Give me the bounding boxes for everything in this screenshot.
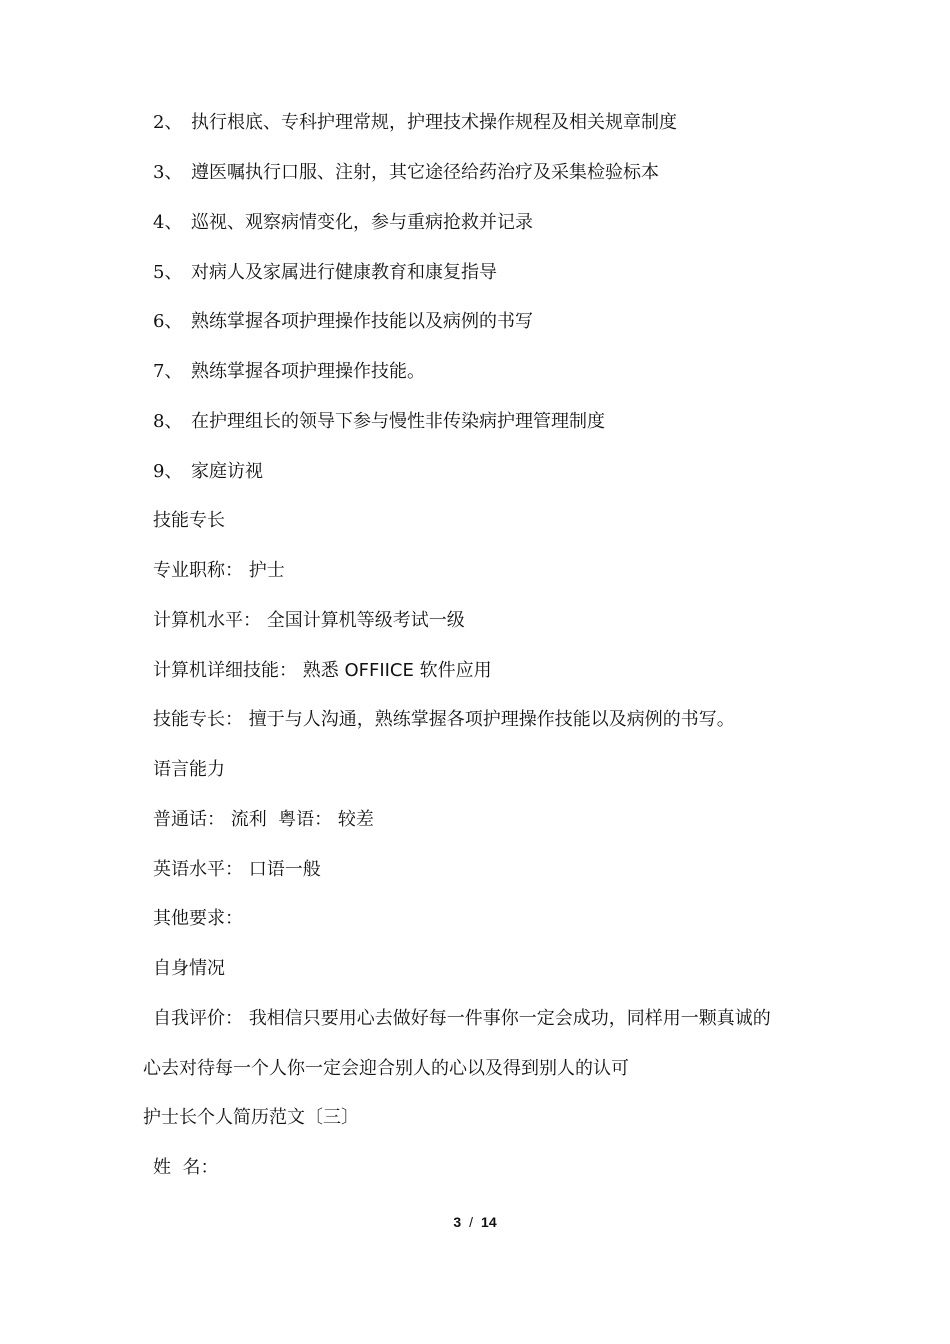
duty-number: 8、 [153, 411, 183, 432]
professional-title: 专业职称： 护士 [153, 560, 285, 581]
duty-number: 7、 [153, 361, 183, 382]
duty-item [153, 360, 425, 384]
duty-item [153, 211, 533, 235]
self-heading: 自身情况 [153, 958, 225, 979]
duty-text: 熟练掌握各项护理操作技能以及病例的书写 [191, 311, 533, 332]
duty-text: 熟练掌握各项护理操作技能。 [191, 361, 425, 382]
duty-number: 3、 [153, 162, 183, 183]
computer-level: 计算机水平： 全国计算机等级考试一级 [153, 610, 465, 631]
mandarin-cantonese: 普通话： 流利 粤语： 较差 [153, 809, 374, 830]
page-separator: / [469, 1214, 474, 1230]
duty-item [153, 310, 533, 334]
duty-text: 遵医嘱执行口服、注射，其它途径给药治疗及采集检验标本 [191, 162, 659, 183]
duty-number: 2、 [153, 112, 183, 133]
other-requirements: 其他要求： [153, 908, 243, 929]
english-level: 英语水平： 口语一般 [153, 859, 321, 880]
computer-detail: 计算机详细技能： 熟悉 OFFIICE 软件应用 [153, 660, 492, 681]
total-pages: 14 [481, 1214, 497, 1230]
section-title: 护士长个人简历范文〔三〕 [143, 1107, 359, 1128]
skills-heading: 技能专长 [153, 510, 225, 531]
duty-text: 家庭访视 [191, 461, 263, 482]
duty-item [153, 261, 497, 285]
duty-text: 执行根底、专科护理常规，护理技术操作规程及相关规章制度 [191, 112, 677, 133]
page-footer [0, 1214, 950, 1230]
duty-text: 对病人及家属进行健康教育和康复指导 [191, 262, 497, 283]
duty-item [153, 111, 677, 135]
duty-item [153, 161, 659, 185]
duty-number: 9、 [153, 461, 183, 482]
duty-text: 在护理组长的领导下参与慢性非传染病护理管理制度 [191, 411, 605, 432]
duty-number: 6、 [153, 311, 183, 332]
language-heading: 语言能力 [153, 759, 225, 780]
self-evaluation-line2: 心去对待每一个人你一定会迎合别人的心以及得到别人的认可 [143, 1058, 629, 1079]
self-evaluation-line1: 自我评价： 我相信只要用心去做好每一件事你一定会成功，同样用一颗真诚的 [153, 1008, 771, 1029]
skill-specialty: 技能专长： 擅于与人沟通，熟练掌握各项护理操作技能以及病例的书写。 [153, 709, 735, 730]
duty-number: 4、 [153, 212, 183, 233]
duty-item [153, 460, 263, 484]
name-label: 姓 名： [153, 1157, 219, 1178]
duty-text: 巡视、观察病情变化，参与重病抢救并记录 [191, 212, 533, 233]
duty-item [153, 410, 605, 434]
duty-number: 5、 [153, 262, 183, 283]
current-page: 3 [453, 1214, 462, 1230]
